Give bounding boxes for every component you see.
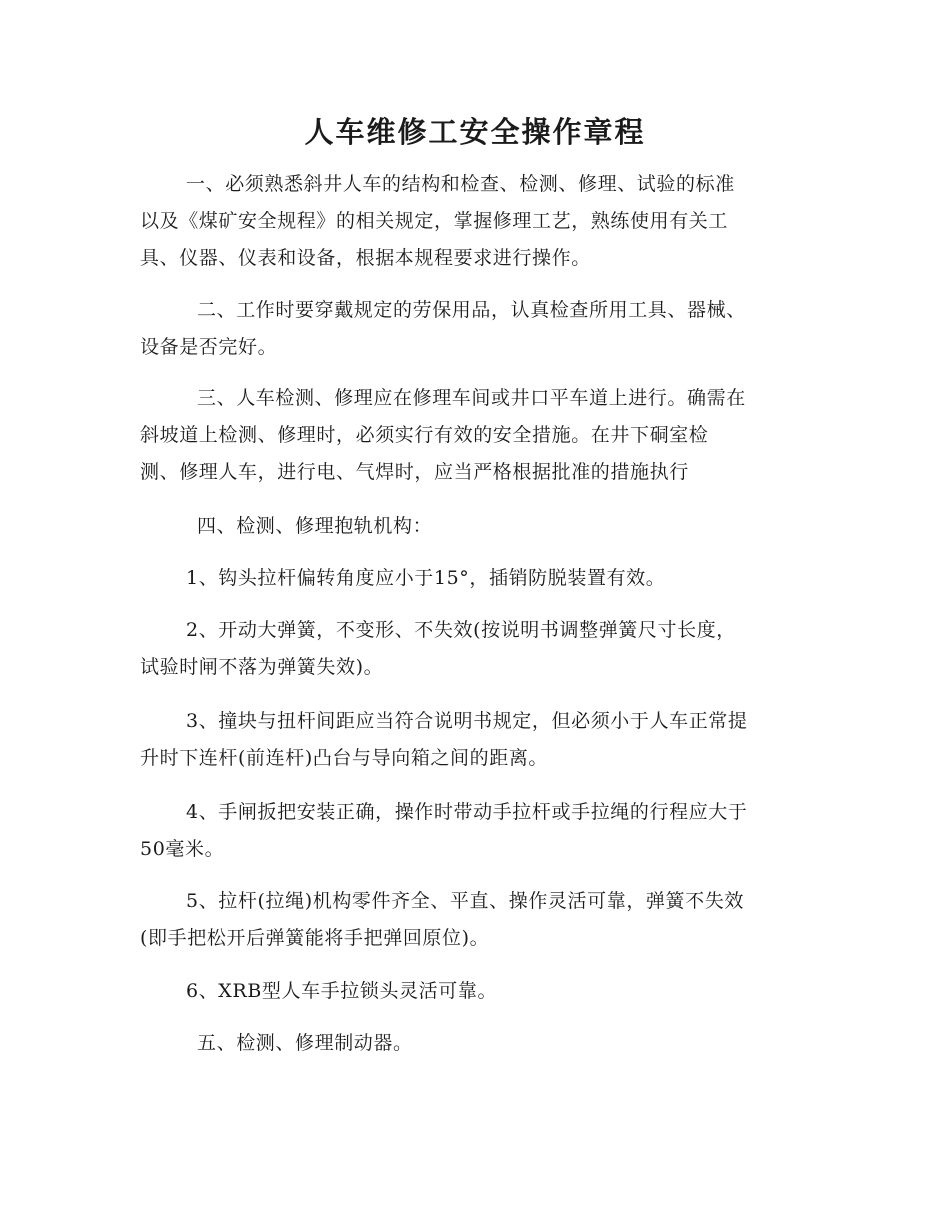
list-item-6 bbox=[140, 973, 808, 1010]
paragraph-2 bbox=[140, 292, 808, 366]
paragraph-5 bbox=[140, 1025, 808, 1062]
document-title: 人车维修工安全操作章程 bbox=[304, 115, 646, 149]
paragraph-line: (即手把松开后弹簧能将手把弹回原位)。 bbox=[140, 927, 490, 949]
paragraph-3 bbox=[140, 380, 808, 491]
paragraph-line: 试验时闸不落为弹簧失效)。 bbox=[140, 656, 384, 678]
list-item-4 bbox=[140, 794, 808, 868]
list-item-1 bbox=[140, 560, 808, 597]
paragraph-line: 50毫米。 bbox=[140, 838, 225, 860]
list-item-3 bbox=[140, 703, 808, 777]
paragraph-line: 3、撞块与扭杆间距应当符合说明书规定，但必须小于人车正常提 bbox=[186, 710, 748, 732]
paragraph-line: 一、必须熟悉斜井人车的结构和检查、检测、修理、试验的标准 bbox=[186, 173, 735, 195]
paragraph-1 bbox=[140, 166, 808, 277]
paragraph-line: 二、工作时要穿戴规定的劳保用品，认真检查所用工具、器械、 bbox=[197, 299, 746, 321]
paragraph-line: 设备是否完好。 bbox=[140, 336, 278, 358]
paragraph-line: 2、开动大弹簧，不变形、不失效(按说明书调整弹簧尺寸长度， bbox=[186, 619, 736, 641]
paragraph-line: 1、钩头拉杆偏转角度应小于15°，插销防脱装置有效。 bbox=[186, 567, 666, 589]
list-item-5 bbox=[140, 883, 808, 957]
list-item-2 bbox=[140, 612, 808, 686]
paragraph-line: 五、检测、修理制动器。 bbox=[197, 1032, 413, 1054]
paragraph-line: 以及《煤矿安全规程》的相关规定，掌握修理工艺，熟练使用有关工 bbox=[140, 210, 729, 232]
paragraph-line: 4、手闸扳把安装正确，操作时带动手拉杆或手拉绳的行程应大于 bbox=[186, 801, 748, 823]
paragraph-line: 测、修理人车，进行电、气焊时，应当严格根据批准的措施执行 bbox=[140, 461, 689, 483]
paragraph-line: 四、检测、修理抱轨机构： bbox=[197, 515, 433, 537]
paragraph-line: 5、拉杆(拉绳)机构零件齐全、平直、操作灵活可靠，弹簧不失效 bbox=[186, 890, 744, 912]
paragraph-line: 具、仪器、仪表和设备，根据本规程要求进行操作。 bbox=[140, 247, 591, 269]
paragraph-line: 三、人车检测、修理应在修理车间或井口平车道上进行。确需在 bbox=[197, 387, 746, 409]
paragraph-line: 斜坡道上检测、修理时，必须实行有效的安全措施。在井下硐室检 bbox=[140, 424, 709, 446]
paragraph-4 bbox=[140, 508, 808, 545]
paragraph-line: 升时下连杆(前连杆)凸台与导向箱之间的距离。 bbox=[140, 747, 549, 769]
paragraph-line: 6、XRB型人车手拉锁头灵活可靠。 bbox=[186, 980, 498, 1002]
